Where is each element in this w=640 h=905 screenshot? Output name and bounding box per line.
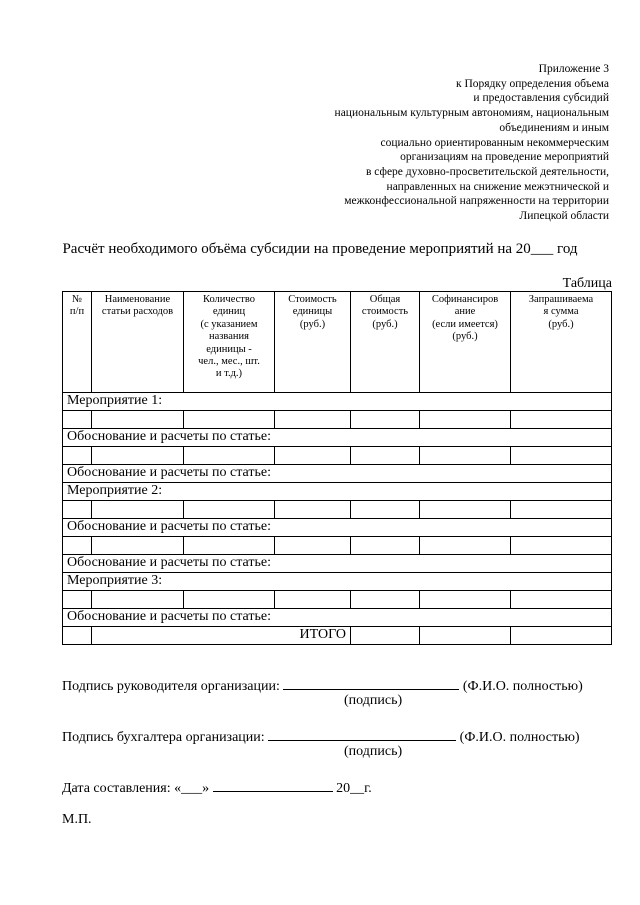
- column-header-line: чел., мес., шт.: [198, 356, 260, 368]
- total-cell[interactable]: [351, 627, 420, 645]
- section-label: Обоснование и расчеты по статье:: [63, 555, 612, 573]
- table-cell[interactable]: [63, 447, 92, 465]
- column-header-line: я сумма: [543, 306, 579, 318]
- accountant-signature-blank[interactable]: [268, 728, 456, 741]
- total-label: ИТОГО: [92, 627, 351, 645]
- column-header-line: Стоимость: [288, 294, 337, 305]
- table-cell[interactable]: [63, 591, 92, 609]
- stamp-place: М.П.: [62, 812, 92, 827]
- date-label: Дата составления: «___»: [62, 781, 210, 796]
- document-title: Расчёт необходимого объёма субсидии на проведение мероприятий на 20___ год: [62, 241, 578, 257]
- appendix-line: Липецкой области: [519, 210, 609, 223]
- subsidy-calculation-table: [62, 291, 612, 645]
- table-cell[interactable]: [184, 501, 275, 519]
- accountant-signature-label: Подпись бухгалтера организации:: [62, 730, 265, 745]
- section-row: [63, 465, 612, 483]
- appendix-line: направленных на снижение межэтнической и: [386, 180, 609, 193]
- date-year: 20__г.: [336, 781, 372, 796]
- appendix-line: в сфере духовно-просветительской деятельности,: [365, 165, 609, 178]
- appendix-line: межконфессиональной напряженности на территории: [344, 195, 609, 208]
- table-row: [63, 411, 612, 429]
- column-header-line: (руб.): [452, 331, 478, 343]
- column-header-line: №: [71, 294, 83, 305]
- date-month-blank[interactable]: [213, 779, 333, 792]
- column-header-line: единиц: [212, 306, 246, 318]
- table-cell[interactable]: [351, 411, 420, 429]
- column-header-line: и т.д.): [215, 368, 243, 380]
- column-header: [351, 292, 420, 393]
- table-cell[interactable]: [511, 537, 612, 555]
- table-cell[interactable]: [184, 447, 275, 465]
- accountant-name-hint: (Ф.И.О. полностью): [459, 730, 580, 745]
- section-label: Обоснование и расчеты по статье:: [63, 429, 612, 447]
- section-label: Мероприятие 1:: [63, 393, 612, 411]
- table-cell[interactable]: [351, 501, 420, 519]
- column-header: [420, 292, 511, 393]
- total-cell[interactable]: [511, 627, 612, 645]
- table-cell[interactable]: [420, 501, 511, 519]
- table-cell[interactable]: [275, 537, 351, 555]
- table-cell[interactable]: [511, 411, 612, 429]
- table-cell[interactable]: [63, 627, 92, 645]
- column-header: [92, 292, 184, 393]
- table-cell[interactable]: [351, 447, 420, 465]
- head-signature-note: (подпись): [344, 693, 403, 708]
- table-cell[interactable]: [511, 591, 612, 609]
- section-row: [63, 609, 612, 627]
- column-header: [184, 292, 275, 393]
- table-cell[interactable]: [63, 537, 92, 555]
- table-cell[interactable]: [420, 447, 511, 465]
- table-body: [63, 393, 612, 645]
- table-cell[interactable]: [420, 591, 511, 609]
- table-cell[interactable]: [92, 537, 184, 555]
- table-cell[interactable]: [275, 411, 351, 429]
- column-header-line: (если имеется): [432, 318, 498, 330]
- appendix-line: национальным культурным автономиям, национальным: [334, 107, 609, 120]
- section-label: Обоснование и расчеты по статье:: [63, 609, 612, 627]
- total-row: [63, 627, 612, 645]
- column-header-line: Общая: [369, 294, 401, 305]
- appendix-line: организациям на проведение мероприятий: [400, 151, 609, 164]
- appendix-line: социально ориентированным некоммерческим: [380, 136, 609, 149]
- column-header-line: (с указанием: [200, 318, 258, 330]
- column-header-line: (руб.): [372, 318, 398, 330]
- section-label: Мероприятие 2:: [63, 483, 612, 501]
- table-row: [63, 591, 612, 609]
- column-header-line: статьи расходов: [101, 306, 174, 318]
- section-row: [63, 393, 612, 411]
- table-row: [63, 447, 612, 465]
- table-row: [63, 537, 612, 555]
- table-caption: Таблица: [562, 276, 612, 291]
- head-signature-blank[interactable]: [283, 677, 459, 690]
- table-header-row: [63, 292, 612, 393]
- table-cell[interactable]: [92, 591, 184, 609]
- table-cell[interactable]: [511, 501, 612, 519]
- table-cell[interactable]: [351, 591, 420, 609]
- section-row: [63, 555, 612, 573]
- head-signature-line: [62, 677, 583, 695]
- column-header-line: (руб.): [548, 318, 574, 330]
- table-cell[interactable]: [63, 501, 92, 519]
- table-cell[interactable]: [92, 447, 184, 465]
- column-header: [511, 292, 612, 393]
- table-cell[interactable]: [420, 537, 511, 555]
- column-header-line: названия: [209, 331, 249, 343]
- table-cell[interactable]: [275, 501, 351, 519]
- column-header-line: п/п: [69, 306, 85, 318]
- column-header-line: единицы -: [206, 343, 252, 355]
- accountant-signature-line: [62, 728, 580, 746]
- appendix-line: Приложение 3: [538, 63, 609, 75]
- appendix-line: объединениям и иным: [499, 121, 609, 134]
- column-header-line: единицы: [292, 306, 333, 318]
- head-name-hint: (Ф.И.О. полностью): [462, 679, 583, 694]
- accountant-signature-note: (подпись): [344, 744, 403, 759]
- table-cell[interactable]: [275, 447, 351, 465]
- table-cell[interactable]: [420, 411, 511, 429]
- column-header-line: Количество: [202, 294, 256, 305]
- column-header-line: Наименование: [104, 294, 171, 305]
- column-header: [275, 292, 351, 393]
- column-header-line: Софинансиров: [431, 294, 499, 305]
- table-cell[interactable]: [184, 591, 275, 609]
- appendix-header: [269, 62, 609, 224]
- column-header-line: (руб.): [299, 318, 326, 330]
- table-cell[interactable]: [184, 411, 275, 429]
- section-row: [63, 483, 612, 501]
- section-row: [63, 519, 612, 537]
- total-cell[interactable]: [420, 627, 511, 645]
- table-cell[interactable]: [511, 447, 612, 465]
- column-header-line: Запрашиваема: [528, 294, 594, 305]
- table-cell[interactable]: [92, 501, 184, 519]
- appendix-line: к Порядку определения объема: [455, 77, 609, 90]
- head-signature-label: Подпись руководителя организации:: [62, 679, 280, 694]
- date-line: [62, 779, 372, 797]
- column-header-line: ание: [454, 306, 476, 318]
- table-cell[interactable]: [184, 537, 275, 555]
- appendix-line: и предоставления субсидий: [473, 92, 609, 105]
- section-row: [63, 573, 612, 591]
- column-header-line: стоимость: [361, 306, 409, 318]
- table-row: [63, 501, 612, 519]
- section-label: Мероприятие 3:: [63, 573, 612, 591]
- section-label: Обоснование и расчеты по статье:: [63, 519, 612, 537]
- column-header: [63, 292, 92, 393]
- table-cell[interactable]: [92, 411, 184, 429]
- table-cell[interactable]: [63, 411, 92, 429]
- section-row: [63, 429, 612, 447]
- table-cell[interactable]: [275, 591, 351, 609]
- section-label: Обоснование и расчеты по статье:: [63, 465, 612, 483]
- table-cell[interactable]: [351, 537, 420, 555]
